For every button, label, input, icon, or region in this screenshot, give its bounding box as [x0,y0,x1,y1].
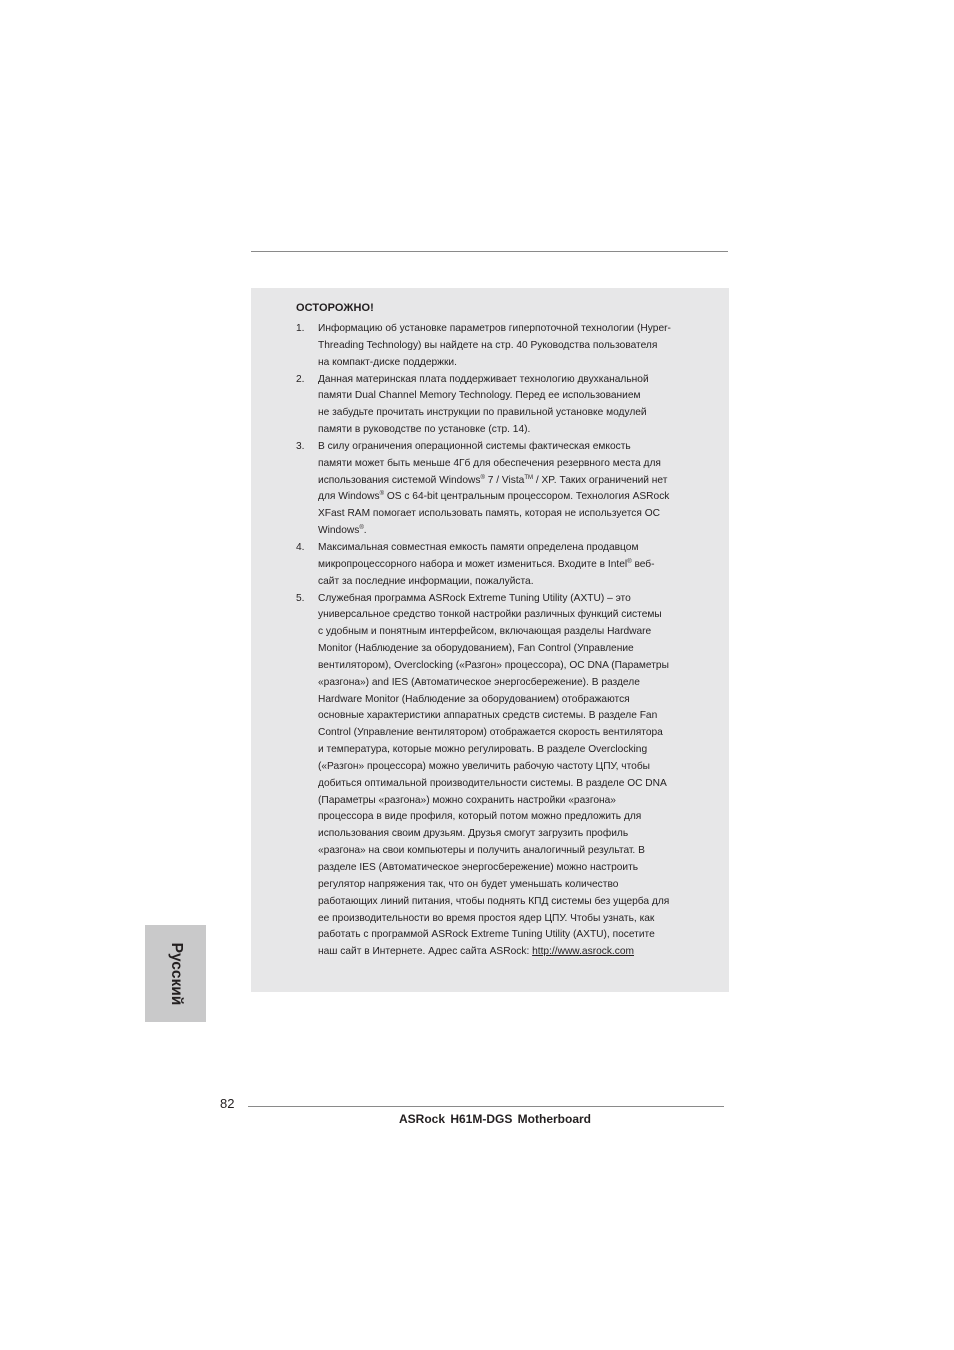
text-segment: / XP. Таких ограничений нет [533,474,668,486]
text-line: разделе IES (Автоматическое энергосбережение) можно настроить [318,862,639,873]
text-line: работающих линий питания, чтобы поднять КПД системы без ущерба для [318,895,670,907]
text-line: Threading Technology) вы найдете на стр. 40 Руководства пользователя [318,339,658,351]
text-line [318,489,711,506]
footer-title: ASRock H61M-DGS Motherboard [398,1112,592,1126]
list-item [296,372,711,439]
registered-mark: ® [627,558,632,565]
text-line: В силу ограничения операционной системы фактическая емкость [318,440,631,452]
list-item [296,439,711,540]
text-line: («Разгон» процессора) можно увеличить рабочую частоту ЦПУ, чтобы [318,760,650,772]
text-line: с удобным и понятным интерфейсом, включающая разделы Hardware [318,626,652,638]
list-item [296,540,711,591]
text-segment: 7 / Vista [484,474,525,486]
text-line: основные характеристики аппаратных средств системы. В разделе Fan [318,710,658,722]
language-label: Русский [167,942,185,1005]
list-item-number: 2. [296,373,305,385]
text-line [318,944,711,961]
text-line: добиться оптимальной производительности системы. В разделе OC DNA [318,777,667,789]
text-line: «разгона») and IES (Автоматическое энергосбережение). В разделе [318,676,640,688]
text-line: «разгона» на свои компьютеры и получить аналогичный результат. В [318,845,645,857]
caution-title: ОСТОРОЖНО! [296,302,374,314]
text-line: памяти Dual Channel Memory Technology. Перед ее использованием [318,390,641,402]
text-segment: . [363,525,367,537]
list-item-number: 4. [296,541,305,553]
text-line: Данная материнская плата поддерживает технологию двухканальной [318,373,649,385]
text-line: Control (Управление вентилятором) отображается скорость вентилятора [318,727,663,739]
text-line: на компакт-диске поддержки. [318,356,457,368]
list-item-number: 3. [296,440,305,452]
text-line: Hardware Monitor (Наблюдение за оборудованием) отображаются [318,693,630,705]
text-line: универсальное средство тонкой настройки различных функций системы [318,609,662,621]
caution-list [296,321,711,961]
text-line: процессора в виде профиля, который потом можно предложить для [318,811,642,823]
list-item [296,591,711,962]
text-segment: веб- [631,558,655,570]
text-line: вентилятором), Overclocking («Разгон» процессора), OC DNA (Параметры [318,659,669,671]
text-line: Служебная программа ASRock Extreme Tuning Utility (AXTU) – это [318,592,631,604]
text-line [318,473,711,490]
list-item-text [318,540,711,591]
list-item-text [318,439,711,540]
text-line: памяти может быть меньше 4Гб для обеспечения резервного места для [318,457,661,469]
text-line [318,557,711,574]
language-tab [145,925,206,1022]
list-item [296,321,711,372]
text-segment: использования системой Windows [318,474,481,486]
text-line: Monitor (Наблюдение за оборудованием), Fan Control (Управление [318,643,634,655]
text-segment: OS с 64-bit центральным процессором. Технология ASRock [384,491,670,503]
text-line [318,523,711,540]
list-item-number: 5. [296,592,305,604]
list-item-number: 1. [296,323,305,334]
list-item-text [318,321,711,372]
text-segment: наш сайт в Интернете. Адрес сайта ASRock: [318,946,533,958]
text-line: и температура, которые можно регулировать. В разделе Overclocking [318,744,648,756]
text-line: ее производительности во время простоя ядер ЦПУ. Чтобы узнать, как [318,912,655,924]
list-item-text [318,372,711,439]
asrock-website-link[interactable]: http://www.asrock.com [532,946,635,958]
registered-mark: ® [379,491,384,498]
text-line: (Параметры «разгона») можно сохранить настройки «разгона» [318,794,616,806]
text-line: Максимальная совместная емкость памяти определена продавцом [318,541,639,553]
registered-mark: ® [480,474,485,481]
list-item-text [318,591,711,962]
text-line: регулятор напряжения так, что он будет уменьшать количество [318,878,619,890]
text-segment: Windows [318,525,360,537]
footer-divider [248,1106,724,1107]
text-segment: для Windows [318,491,380,503]
header-divider [251,251,728,252]
text-line: Информацию об установке параметров гиперпоточной технологии (Hyper- [318,323,671,334]
text-line: сайт за последние информации, пожалуйста. [318,575,534,587]
text-segment: микропроцессорного набора и может измениться. Входите в Intel [318,558,628,570]
caution-note-box [251,288,729,992]
text-line: работать с программой ASRock Extreme Tuning Utility (AXTU), посетите [318,929,655,941]
registered-mark: ® [359,525,364,532]
text-line: памяти в руководстве по установке (стр. 14). [318,424,531,436]
page-number: 82 [220,1096,235,1111]
text-line: использования своим друзьям. Друзья смогут загрузить профиль [318,828,629,840]
text-line: XFast RAM помогает использовать память, которая не используется ОС [318,508,660,520]
trademark-mark: TM [524,474,534,481]
text-line: не забудьте прочитать инструкции по правильной установке модулей [318,407,647,419]
